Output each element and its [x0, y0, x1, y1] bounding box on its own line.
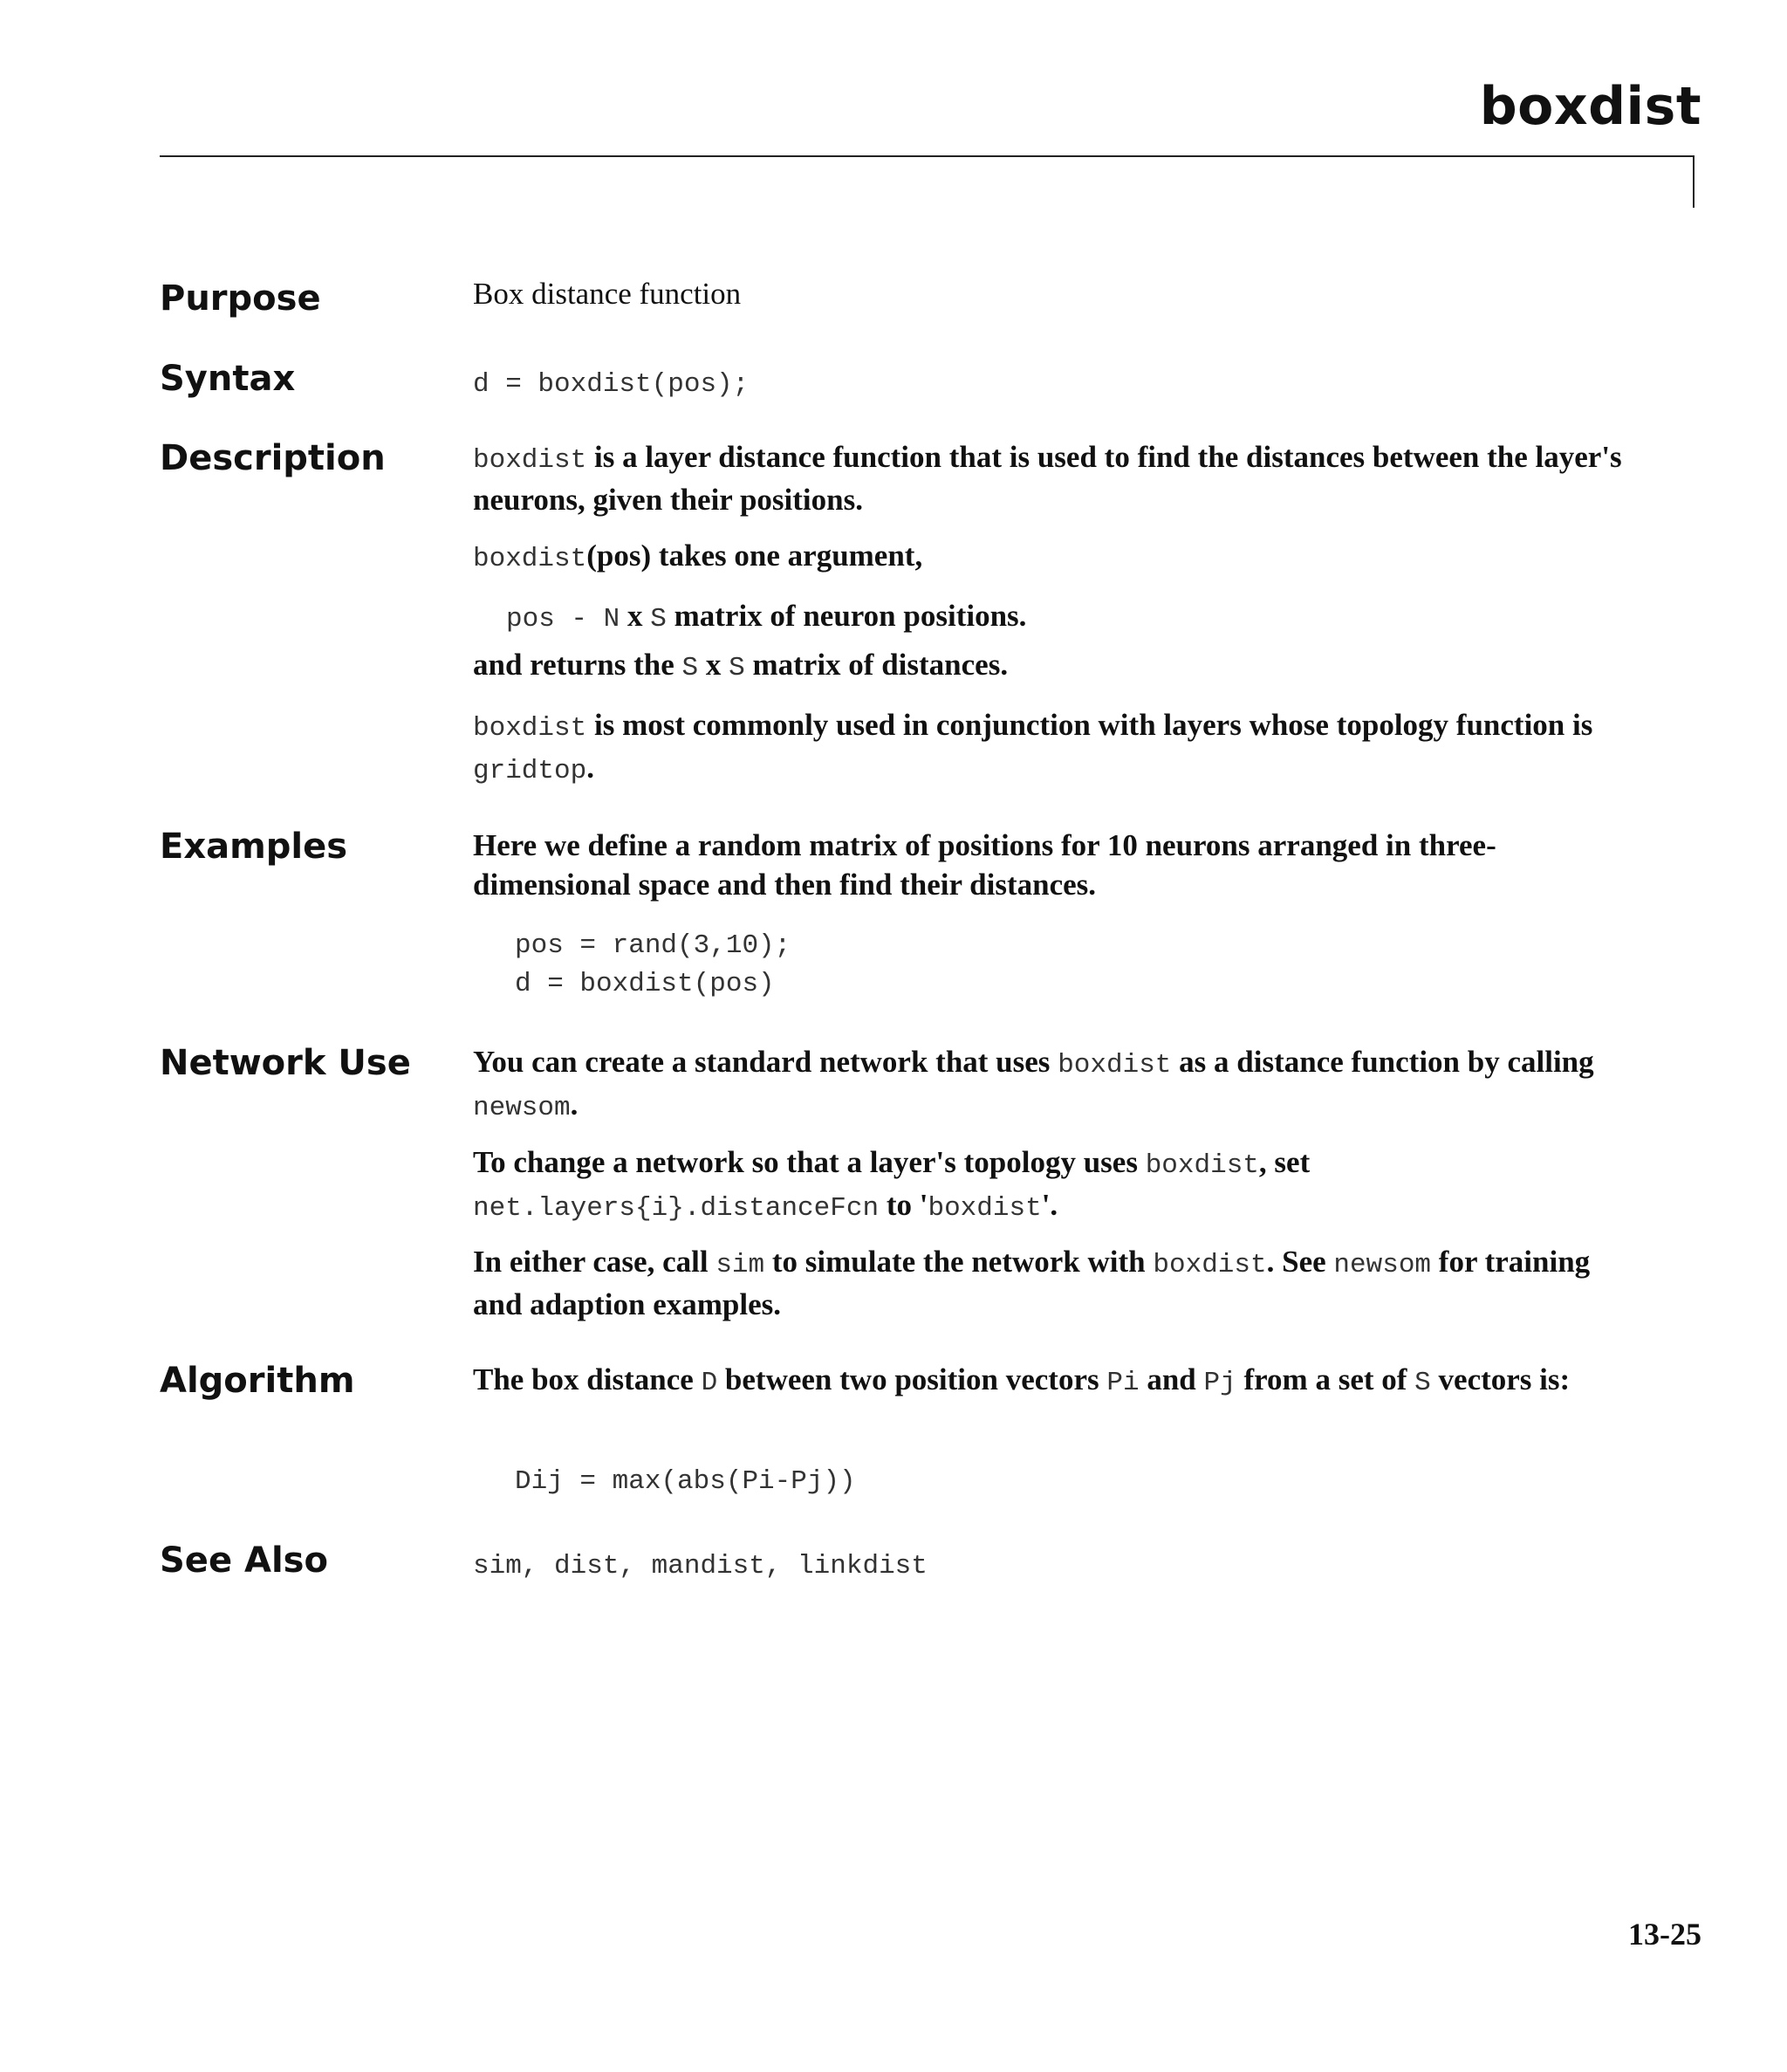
network-use-code-boxdist: boxdist — [1153, 1250, 1267, 1280]
network-use-text: '. — [1041, 1188, 1058, 1222]
network-use-text: In either case, call — [473, 1245, 716, 1279]
title-rule — [160, 155, 1694, 157]
description-argument — [506, 596, 1658, 639]
see-also-links: sim, dist, mandist, linkdist — [473, 1551, 928, 1581]
description-code-boxdist: boxdist — [473, 544, 587, 574]
network-use-text: . — [570, 1087, 579, 1122]
algorithm-text-part: and — [1139, 1362, 1204, 1396]
description-text: is most commonly used in conjunction with layers whose topology function is — [586, 708, 1593, 742]
network-use-code-boxdist: boxdist — [1058, 1050, 1172, 1081]
syntax-block — [473, 361, 1625, 404]
description-text: matrix of distances. — [744, 648, 1009, 682]
algorithm-code — [515, 1463, 1667, 1501]
network-use-text: , set — [1258, 1145, 1311, 1179]
syntax-heading: Syntax — [160, 359, 296, 399]
network-use-code-newsom: newsom — [473, 1093, 571, 1123]
algorithm-code-d: D — [701, 1368, 718, 1398]
network-use-text: to simulate the network with — [764, 1245, 1154, 1279]
network-use-text: as a distance function by calling — [1171, 1045, 1594, 1079]
algorithm-code-pi: Pi — [1106, 1368, 1140, 1398]
see-also-block — [473, 1543, 1625, 1586]
code-line: pos = rand(3,10); — [515, 930, 791, 961]
description-text: . — [586, 751, 594, 785]
algorithm-code-pj: Pj — [1203, 1368, 1236, 1398]
network-use-text: . See — [1266, 1245, 1334, 1279]
network-use-paragraph-3 — [473, 1242, 1625, 1324]
argument-name: pos - N — [506, 604, 620, 635]
description-text: (pos) takes one argument, — [586, 539, 923, 573]
code-line: d = boxdist(pos) — [515, 969, 775, 999]
algorithm-heading: Algorithm — [160, 1361, 355, 1401]
algorithm-code-s: S — [1414, 1368, 1431, 1398]
network-use-heading: Network Use — [160, 1043, 411, 1083]
description-code-boxdist: boxdist — [473, 713, 587, 744]
examples-text: Here we define a random matrix of positions for 10 neurons arranged in three-dimensional space and then find their distances. — [473, 828, 1496, 902]
page-title: boxdist — [1479, 76, 1701, 137]
network-use-paragraph-1 — [473, 1042, 1625, 1128]
description-text: and returns the — [473, 648, 682, 682]
page-number: 13-25 — [1628, 1917, 1701, 1952]
syntax-code: d = boxdist(pos); — [473, 369, 750, 400]
algorithm-text-part: from a set of — [1236, 1362, 1415, 1396]
title-rule-tick — [1693, 155, 1695, 208]
examples-heading: Examples — [160, 827, 348, 867]
algorithm-text-part: The box distance — [473, 1362, 702, 1396]
description-code-boxdist: boxdist — [473, 445, 587, 476]
description-code-gridtop: gridtop — [473, 756, 587, 786]
description-code-s: S — [681, 653, 699, 683]
description-text: is a layer distance function that is used to find the distances between the layer's neurons, given their positions. — [473, 440, 1622, 517]
argument-x: x — [626, 599, 643, 633]
network-use-code-newsom: newsom — [1333, 1250, 1432, 1280]
description-x: x — [705, 648, 722, 682]
examples-code — [515, 927, 1667, 1004]
see-also-heading: See Also — [160, 1540, 328, 1581]
argument-s: S — [650, 604, 667, 635]
description-code-s: S — [729, 653, 745, 683]
description-paragraph-3 — [473, 645, 1625, 688]
argument-text: matrix of neuron positions. — [666, 599, 1027, 633]
algorithm-text-part: vectors is: — [1430, 1362, 1571, 1396]
network-use-code-sim: sim — [715, 1250, 765, 1280]
network-use-text: for training and adaption examples. — [473, 1245, 1591, 1321]
description-heading: Description — [160, 438, 386, 478]
description-paragraph-4 — [473, 705, 1625, 791]
purpose-heading: Purpose — [160, 278, 321, 319]
purpose-text: Box distance function — [473, 277, 742, 311]
code-line: Dij = max(abs(Pi-Pj)) — [515, 1466, 856, 1497]
network-use-text: to ' — [879, 1188, 928, 1222]
algorithm-text — [473, 1360, 1625, 1403]
description-paragraph-2 — [473, 536, 1625, 579]
algorithm-text-part: between two position vectors — [717, 1362, 1107, 1396]
network-use-code-distancefcn: net.layers{i}.distanceFcn — [473, 1193, 880, 1224]
network-use-text: To change a network so that a layer's topology uses — [473, 1145, 1146, 1179]
network-use-code-boxdist: boxdist — [928, 1193, 1042, 1224]
network-use-text: You can create a standard network that uses — [473, 1045, 1058, 1079]
network-use-paragraph-2 — [473, 1142, 1625, 1228]
description-paragraph-1 — [473, 437, 1625, 519]
network-use-code-boxdist: boxdist — [1145, 1150, 1259, 1181]
